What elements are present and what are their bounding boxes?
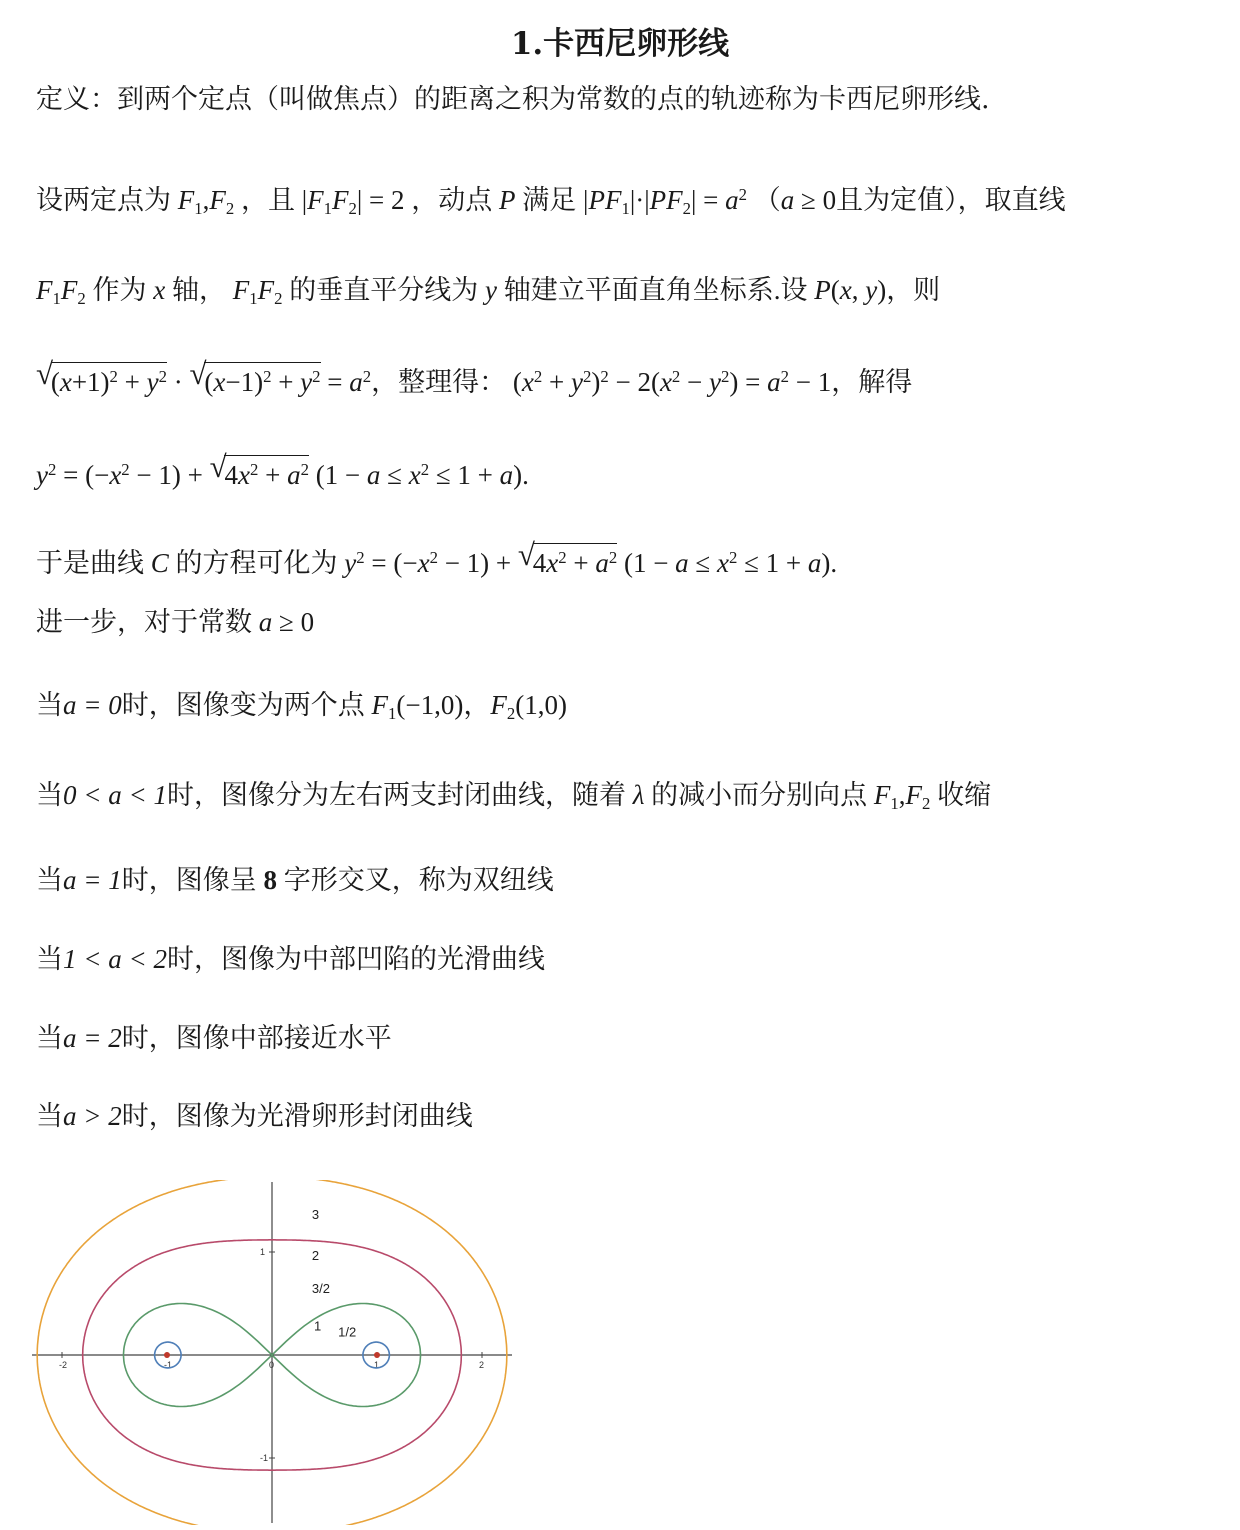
x-tick-label: 0 [269,1360,275,1370]
setup-text-4: 满足 [522,185,577,215]
case-text-2: 字形交叉，称为双纽线 [283,865,554,895]
definition: 定义：到两个定点（叫做焦点）的距离之积为常数的点的轨迹称为卡西尼卵形线. [36,84,990,115]
curves [30,1180,520,1525]
setup-text-1: 设两定点为 [36,185,171,215]
case-text: 时，图像中部接近水平 [121,1023,392,1053]
curve-labels [312,1207,356,1339]
curve-label: 3/2 [311,1281,330,1297]
case-text-3: 收缩 [937,780,992,810]
case-condition: 0 < a < 1 [63,780,167,810]
case-text: 时，图像为光滑卵形封闭曲线 [121,1101,473,1131]
case-condition: a = 2 [63,1023,122,1053]
axes-text-5: ，则 [886,275,941,305]
case-condition: a = 0 [63,690,122,720]
axes [32,1182,512,1523]
further-text: 进一步，对于常数 [36,607,252,637]
case-text-2: 的减小而分别向点 [651,780,868,810]
case-a-zero: 当a = 0时，图像变为两个点 $F_1(-1,0)$，$F_2(1,0)$ [36,690,567,724]
axes-text-1: 作为 [92,275,147,305]
case-text: 时，图像变为两个点 [121,690,365,720]
curve-text-2: 的方程可化为 [175,548,338,578]
page-title: 1.卡西尼卵形线 [510,26,730,62]
case-pre: 当 [36,865,63,895]
case-a-greater-2 [36,1098,473,1134]
setup-line: 设两定点为 $F_1,F_2$ ，且 $|F_1F_2| = 2$ ，动点 P 满足 $|PF_1|\cdot|PF_2| = a^2$ （a ≥ 0且为定值），取直线 [36,184,1066,219]
axes-text-3: 的垂直平分线为 [289,275,479,305]
case-pre: 当 [36,690,63,720]
focus-point [374,1352,380,1358]
case-condition: a > 2 [63,1101,122,1131]
case-text: 时，图像为中部凹陷的光滑曲线 [166,944,545,974]
derive-text-2: ，解得 [831,367,913,397]
case-text: 时，图像呈 [121,865,257,895]
case-text: 时，图像分为左右两支封闭曲线，随着 [166,780,626,810]
case-pre: 当 [36,780,63,810]
y-tick-label: -1 [260,1453,269,1463]
case-a-two [36,1020,392,1056]
case-pre: 当 [36,1101,63,1131]
axes-text-2: 轴， [171,275,226,305]
setup-text-6: 且为定值），取直线 [836,185,1066,215]
curve-label: 1 [314,1318,322,1334]
cassini-ovals-figure [30,1180,520,1525]
case-bold: 8 [263,865,277,895]
curve-equation-line: 于是曲线 C 的方程可化为 $y^2 = (-x^2 - 1)$ + √ $4x^2 + a^2$ $(1 - a \le x^2 \le 1 + a)$. [36,543,837,581]
case-pre: 当 [36,944,63,974]
derivation-line: √ $(x+1)^2 + y^2$ · √ $(x-1)^2 + y^2 = a^2$，整理得： $(x^2 + y^2)^2 - 2(x^2 - y^2) = a^2 - 1$，解得 [36,362,912,400]
further-line: 进一步，对于常数 a ≥ 0 [36,607,315,637]
x-tick-label: 2 [479,1360,485,1370]
setup-text-3: ，动点 [411,185,493,215]
case-a-between-1-2 [36,941,545,977]
case-pre: 当 [36,1023,63,1053]
case-a-between-0-1: 当0 < a < 1时，图像分为左右两支封闭曲线，随着 λ 的减小而分别向点 $F_1,F_2$ 收缩 [36,780,992,814]
y-tick-label: 1 [260,1247,266,1257]
curve-label: 3 [311,1207,320,1223]
case-condition: a = 1 [63,865,122,895]
curve-text-1: 于是曲线 [36,548,144,578]
case-condition: 1 < a < 2 [63,944,167,974]
curve-label: 2 [311,1248,320,1264]
axes-line: $F_1F_2$ 作为 x 轴， $F_1F_2$ 的垂直平分线为 y 轴建立平面直角坐标系.设 P(x, y)，则 [36,275,941,309]
case-a-one [36,862,554,898]
x-tick-label: -2 [59,1360,68,1370]
x-tick-label: 1 [374,1360,380,1370]
setup-text-5: （ [753,185,781,215]
solution-line: $y^2 = (-x^2 - 1)$ + √ $4x^2 + a^2$ $(1 - a \le x^2 \le 1 + a)$. [36,455,529,493]
axes-text-4: 轴建立平面直角坐标系.设 [503,275,808,305]
curve-label: 1/2 [338,1324,357,1340]
x-tick-label: -1 [164,1360,173,1370]
focus-point [164,1352,170,1358]
derive-text-1: ，整理得： [371,367,507,397]
setup-text-2: ，且 [241,185,295,215]
